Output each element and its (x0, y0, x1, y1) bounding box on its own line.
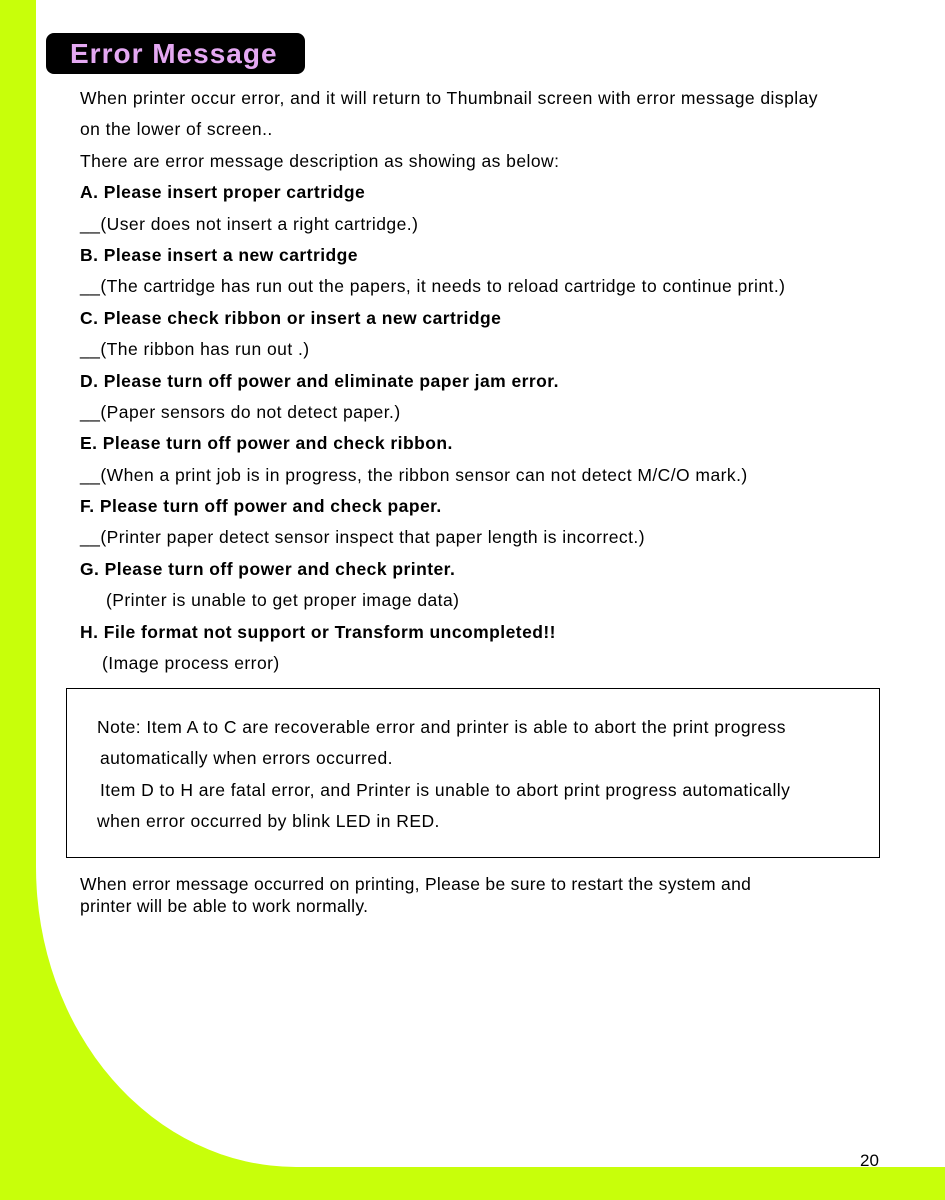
intro-line: on the lower of screen.. (80, 119, 273, 140)
error-description-c: __(The ribbon has run out .) (80, 339, 310, 360)
error-description-a: __(User does not insert a right cartridge.) (80, 213, 419, 234)
note-line: automatically when errors occurred. (100, 748, 393, 769)
note-line: when error occurred by blink LED in RED. (97, 811, 440, 832)
note-line: Note: Item A to C are recoverable error and printer is able to abort the print progress (97, 717, 786, 737)
error-description-g: (Printer is unable to get proper image data) (106, 590, 460, 611)
closing-line: printer will be able to work normally. (80, 896, 369, 916)
error-list-content (80, 83, 910, 679)
note-line: Item D to H are fatal error, and Printer is unable to abort print progress automatically (100, 779, 791, 800)
page-number: 20 (860, 1151, 879, 1170)
error-description-d: __(Paper sensors do not detect paper.) (80, 401, 401, 422)
error-description-h: (Image process error) (102, 653, 280, 674)
closing-line: When error message occurred on printing, Please be sure to restart the system and (80, 874, 752, 894)
error-heading-f: F. Please turn off power and check paper. (80, 496, 442, 517)
error-description-f: __(Printer paper detect sensor inspect that paper length is incorrect.) (80, 527, 646, 548)
note-box (66, 688, 880, 858)
error-heading-h: H. File format not support or Transform uncompleted!! (80, 621, 556, 642)
intro-line: There are error message description as showing as below: (80, 150, 560, 171)
error-heading-e: E. Please turn off power and check ribbon. (80, 433, 453, 454)
error-heading-g: G. Please turn off power and check printer. (80, 558, 456, 579)
intro-line: When printer occur error, and it will return to Thumbnail screen with error message display (80, 88, 819, 108)
closing-paragraph (80, 873, 880, 917)
error-heading-c: C. Please check ribbon or insert a new cartridge (80, 307, 502, 328)
error-description-b: __(The cartridge has run out the papers, it needs to reload cartridge to continue print.) (80, 276, 786, 297)
page-title: Error Message (46, 33, 305, 74)
error-description-e: __(When a print job is in progress, the ribbon sensor can not detect M/C/O mark.) (80, 464, 748, 485)
error-heading-b: B. Please insert a new cartridge (80, 244, 358, 265)
error-heading-d: D. Please turn off power and eliminate paper jam error. (80, 370, 559, 391)
error-heading-a: A. Please insert proper cartridge (80, 182, 366, 203)
